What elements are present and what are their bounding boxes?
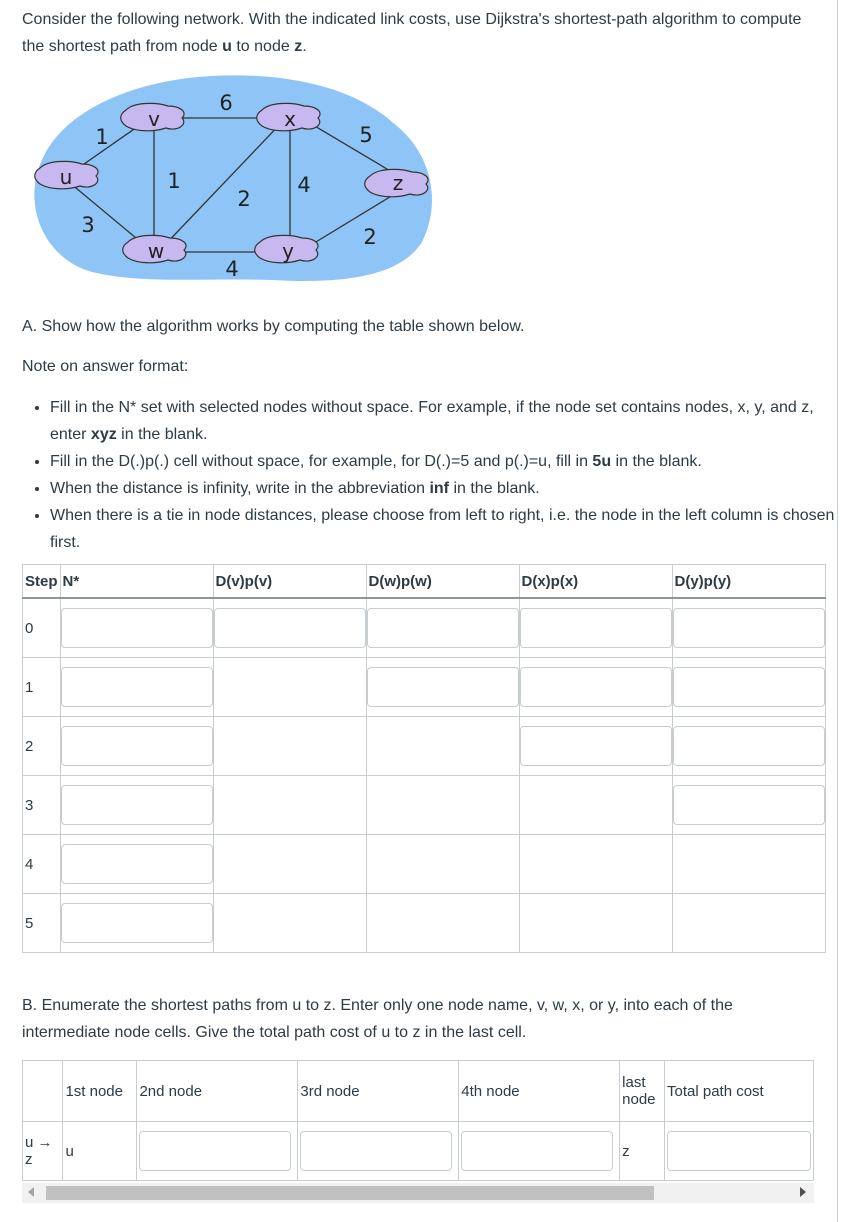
node-x-label: x (284, 107, 296, 131)
node-w-label: w (147, 239, 165, 263)
node-u-label: u (59, 165, 73, 189)
header-dy: D(y)p(y) (672, 565, 825, 599)
node-v-label: v (148, 107, 160, 131)
node-y-label: y (282, 239, 294, 263)
scroll-right-icon[interactable] (800, 1187, 806, 1197)
empty-cell (519, 776, 672, 835)
part-a-heading: A. Show how the algorithm works by computing the table shown below. (22, 318, 525, 335)
header-dw: D(w)p(w) (366, 565, 519, 599)
cost-uv: 1 (95, 125, 109, 149)
dx-input-2[interactable] (520, 726, 672, 766)
table-row (23, 717, 826, 776)
nstar-input-4[interactable] (61, 844, 213, 884)
network-diagram (22, 72, 442, 292)
dx-input-0[interactable] (520, 608, 672, 648)
cost-yz: 2 (363, 225, 377, 249)
step-number: 3 (23, 776, 61, 835)
node3-input[interactable] (300, 1131, 452, 1171)
header-total: Total path cost (665, 1061, 814, 1122)
step-number: 2 (23, 717, 61, 776)
dx-input-1[interactable] (520, 667, 672, 707)
header-dv: D(v)p(v) (213, 565, 366, 599)
nstar-input-3[interactable] (61, 785, 213, 825)
scrollbar-thumb[interactable] (46, 1186, 654, 1200)
empty-cell (213, 717, 366, 776)
table-row (23, 658, 826, 717)
table-row (23, 835, 826, 894)
empty-cell (672, 835, 825, 894)
horizontal-scrollbar[interactable] (22, 1183, 814, 1203)
header-3rd: 3rd node (298, 1061, 459, 1122)
empty-cell (213, 835, 366, 894)
part-b-heading: B. Enumerate the shortest paths from u to z. Enter only one node name, v, w, x, or y, into each of the intermediate node cells. Give the total path cost of u to z in the last cell. (22, 997, 733, 1041)
empty-cell (366, 776, 519, 835)
header-blank (23, 1061, 63, 1122)
dw-input-0[interactable] (367, 608, 519, 648)
note-item: • When the distance is infinity, write in the abbreviation inf in the blank. (50, 475, 840, 502)
empty-cell (519, 894, 672, 953)
dy-input-2[interactable] (673, 726, 825, 766)
note-item: • When there is a tie in node distances, please choose from left to right, i.e. the node in the left column is chosen first. (50, 502, 840, 556)
cost-vw: 1 (167, 169, 181, 193)
empty-cell (366, 835, 519, 894)
header-1st: 1st node (63, 1061, 137, 1122)
table-row (23, 598, 826, 658)
table-row (23, 1122, 814, 1181)
step-number: 0 (23, 598, 61, 658)
step-number: 5 (23, 894, 61, 953)
node-z-label: z (392, 171, 404, 195)
dv-input-0[interactable] (214, 608, 366, 648)
first-node: u (63, 1122, 137, 1181)
header-nstar: N* (60, 565, 213, 599)
cost-uw: 3 (81, 213, 95, 237)
header-4th: 4th node (459, 1061, 620, 1122)
header-2nd: 2nd node (137, 1061, 298, 1122)
empty-cell (366, 717, 519, 776)
cost-wx: 2 (237, 187, 251, 211)
dy-input-1[interactable] (673, 667, 825, 707)
step-number: 1 (23, 658, 61, 717)
node2-input[interactable] (139, 1131, 291, 1171)
empty-cell (213, 894, 366, 953)
cost-xy: 4 (297, 173, 311, 197)
header-step: Step (23, 565, 61, 599)
note-item: • Fill in the N* set with selected nodes without space. For example, if the node set contains nodes, x, y, and z, enter xyz in the blank. (50, 394, 840, 448)
scroll-left-icon[interactable] (28, 1187, 34, 1197)
dy-input-0[interactable] (673, 608, 825, 648)
note-item: • Fill in the D(.)p(.) cell without space, for example, for D(.)=5 and p(.)=u, fill in 5u in the blank. (50, 448, 840, 475)
empty-cell (366, 894, 519, 953)
cost-vx: 6 (219, 91, 233, 115)
step-number: 4 (23, 835, 61, 894)
right-border (837, 0, 838, 1222)
nstar-input-5[interactable] (61, 903, 213, 943)
empty-cell (672, 894, 825, 953)
note-title: Note on answer format: (22, 358, 189, 375)
dijkstra-table (22, 564, 826, 953)
note-list (22, 394, 840, 556)
cost-wy: 4 (225, 257, 239, 281)
header-last: last node (620, 1061, 665, 1122)
dw-input-1[interactable] (367, 667, 519, 707)
nstar-input-2[interactable] (61, 726, 213, 766)
empty-cell (519, 835, 672, 894)
question-text: Consider the following network. With the indicated link costs, use Dijkstra's shortest-path algorithm to compute the shortest path from node u to node z. (22, 11, 802, 55)
nstar-input-0[interactable] (61, 608, 213, 648)
header-dx: D(x)p(x) (519, 565, 672, 599)
table-row (23, 776, 826, 835)
path-table (22, 1060, 814, 1181)
empty-cell (213, 658, 366, 717)
table-row (23, 894, 826, 953)
dy-input-3[interactable] (673, 785, 825, 825)
cost-xz: 5 (359, 123, 373, 147)
total-cost-input[interactable] (667, 1131, 811, 1171)
empty-cell (213, 776, 366, 835)
row-label: u → z (23, 1122, 63, 1181)
node4-input[interactable] (461, 1131, 613, 1171)
last-node: z (620, 1122, 665, 1181)
nstar-input-1[interactable] (61, 667, 213, 707)
